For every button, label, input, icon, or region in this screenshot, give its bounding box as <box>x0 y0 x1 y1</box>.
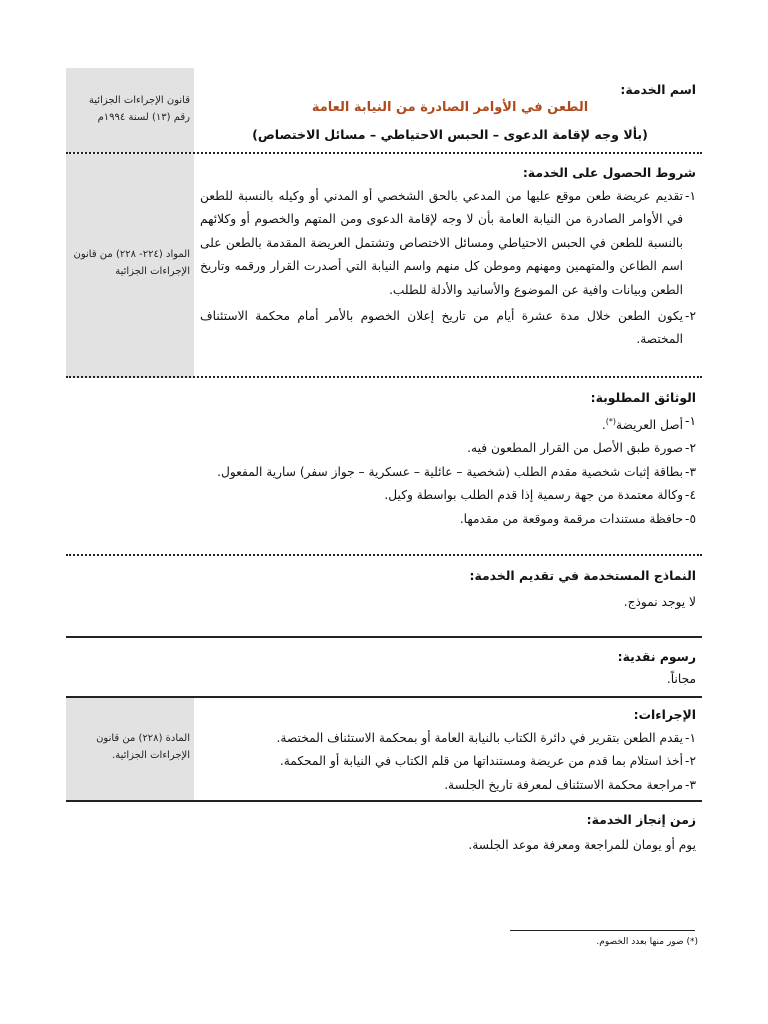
law-reference: قانون الإجراءات الجزائية رقم (١٣) لسنة ١٩٩٤م <box>88 95 190 123</box>
item-number: ٣- <box>685 464 696 479</box>
service-name-label: اسم الخدمة: <box>620 82 696 97</box>
list-item <box>200 461 696 485</box>
footnote-mark: (*) <box>605 416 616 426</box>
list-item <box>200 484 696 508</box>
footnote-rule <box>510 930 695 931</box>
item-number: ٢- <box>685 754 696 769</box>
documents-section <box>200 386 696 532</box>
item-text <box>200 410 683 438</box>
documents-heading: الوثائق المطلوبة: <box>590 390 696 405</box>
separator-5 <box>66 696 702 698</box>
duration-text: يوم أو يومان للمراجعة ومعرفة موعد الجلسة. <box>468 837 696 852</box>
duration-heading: زمن إنجاز الخدمة: <box>586 812 696 827</box>
service-subtitle: (بألا وجه لإقامة الدعوى – الحبس الاحتياطي – مسائل الاختصاص) <box>252 127 648 142</box>
list-item <box>200 508 696 532</box>
item-text-main: أصل العريضة <box>616 417 684 432</box>
separator-1 <box>66 152 702 154</box>
item-text: تقديم عريضة طعن موقع عليها من المدعي بالحق الشخصي أو المدني أو وكيله بالنسبة للطعن في الأوامر الصادرة من النيابة العامة بأن لا وجه لإقامة الدعوى ومن المتهم والخصوم أو وكلائهم بالنسبة للطعن في الحبس الاحتياطي ومسائل الاختصاص وتشتمل العريضة المقدمة بالطعن على اسم الطاعن والمتهمين ومهنهم وموطن كل منهم واسم النيابة التي أصدرت القرار ورقمه وتاريخ الطعن وبيانات وافية عن الموضوع والأسانيد والأدلة للطلب. <box>200 188 684 297</box>
item-text: صورة طبق الأصل من القرار المطعون فيه. <box>467 441 684 456</box>
fees-heading: رسوم نقدية: <box>617 649 696 664</box>
item-text: وكالة معتمدة من جهة رسمية إذا قدم الطلب بواسطة وكيل. <box>384 488 684 503</box>
forms-section <box>200 564 696 614</box>
item-number: ١- <box>685 413 696 428</box>
fees-text: مجاناً. <box>666 672 696 686</box>
item-number: ٤- <box>685 488 696 503</box>
item-number: ٥- <box>685 512 696 527</box>
procedures-section <box>200 703 696 797</box>
service-title: الطعن في الأوامر الصادرة من النيابة العامة <box>311 100 589 115</box>
conditions-section <box>200 161 696 352</box>
list-item <box>200 410 696 438</box>
item-text-end: . <box>601 417 606 432</box>
item-text: حافظة مستندات مرقمة وموقعة من مقدمها. <box>459 512 684 527</box>
fees-section <box>200 646 696 690</box>
forms-text: لا يوجد نموذج. <box>623 594 696 609</box>
item-text: يكون الطعن خلال مدة عشرة أيام من تاريخ إعلان الخصوم بالأمر أمام محكمة الاستئناف المختصة. <box>200 308 684 347</box>
item-text: أخذ استلام بما قدم من عريضة ومستنداتها من قلم الكتاب في النيابة أو المحكمة. <box>279 754 684 769</box>
conditions-reference: المواد (٢٢٤- ٢٢٨) من قانون الإجراءات الجزائية <box>73 249 190 277</box>
list-item <box>200 185 696 303</box>
separator-3 <box>66 554 702 556</box>
list-item <box>200 305 696 352</box>
item-number: ١- <box>685 730 696 745</box>
separator-2 <box>66 376 702 378</box>
footnote-mark: (*) <box>686 937 698 947</box>
item-number: ٢- <box>685 308 696 323</box>
footnote-text: صور منها بعدد الخصوم. <box>596 937 684 947</box>
item-number: ١- <box>685 188 696 203</box>
item-number: ٣- <box>685 777 696 792</box>
item-text: بطاقة إثبات شخصية مقدم الطلب (شخصية – عائلية – عسكرية – جواز سفر) سارية المفعول. <box>217 464 684 479</box>
list-item <box>200 750 696 774</box>
item-number: ٢- <box>685 441 696 456</box>
duration-section <box>200 808 696 857</box>
separator-6 <box>66 800 702 802</box>
forms-heading: النماذج المستخدمة في تقديم الخدمة: <box>469 568 696 583</box>
procedures-heading: الإجراءات: <box>633 707 696 722</box>
footnote <box>400 937 698 947</box>
conditions-heading: شروط الحصول على الخدمة: <box>522 165 696 180</box>
separator-4 <box>66 636 702 638</box>
procedures-reference: المادة (٢٢٨) من قانون الإجراءات الجزائية. <box>96 733 190 761</box>
list-item <box>200 727 696 751</box>
list-item <box>200 437 696 461</box>
item-text: يقدم الطعن بتقرير في دائرة الكتاب بالنيابة العامة أو بمحكمة الاستئناف المختصة. <box>276 730 684 745</box>
item-text: مراجعة محكمة الاستئناف لمعرفة تاريخ الجلسة. <box>444 777 684 792</box>
list-item <box>200 774 696 798</box>
